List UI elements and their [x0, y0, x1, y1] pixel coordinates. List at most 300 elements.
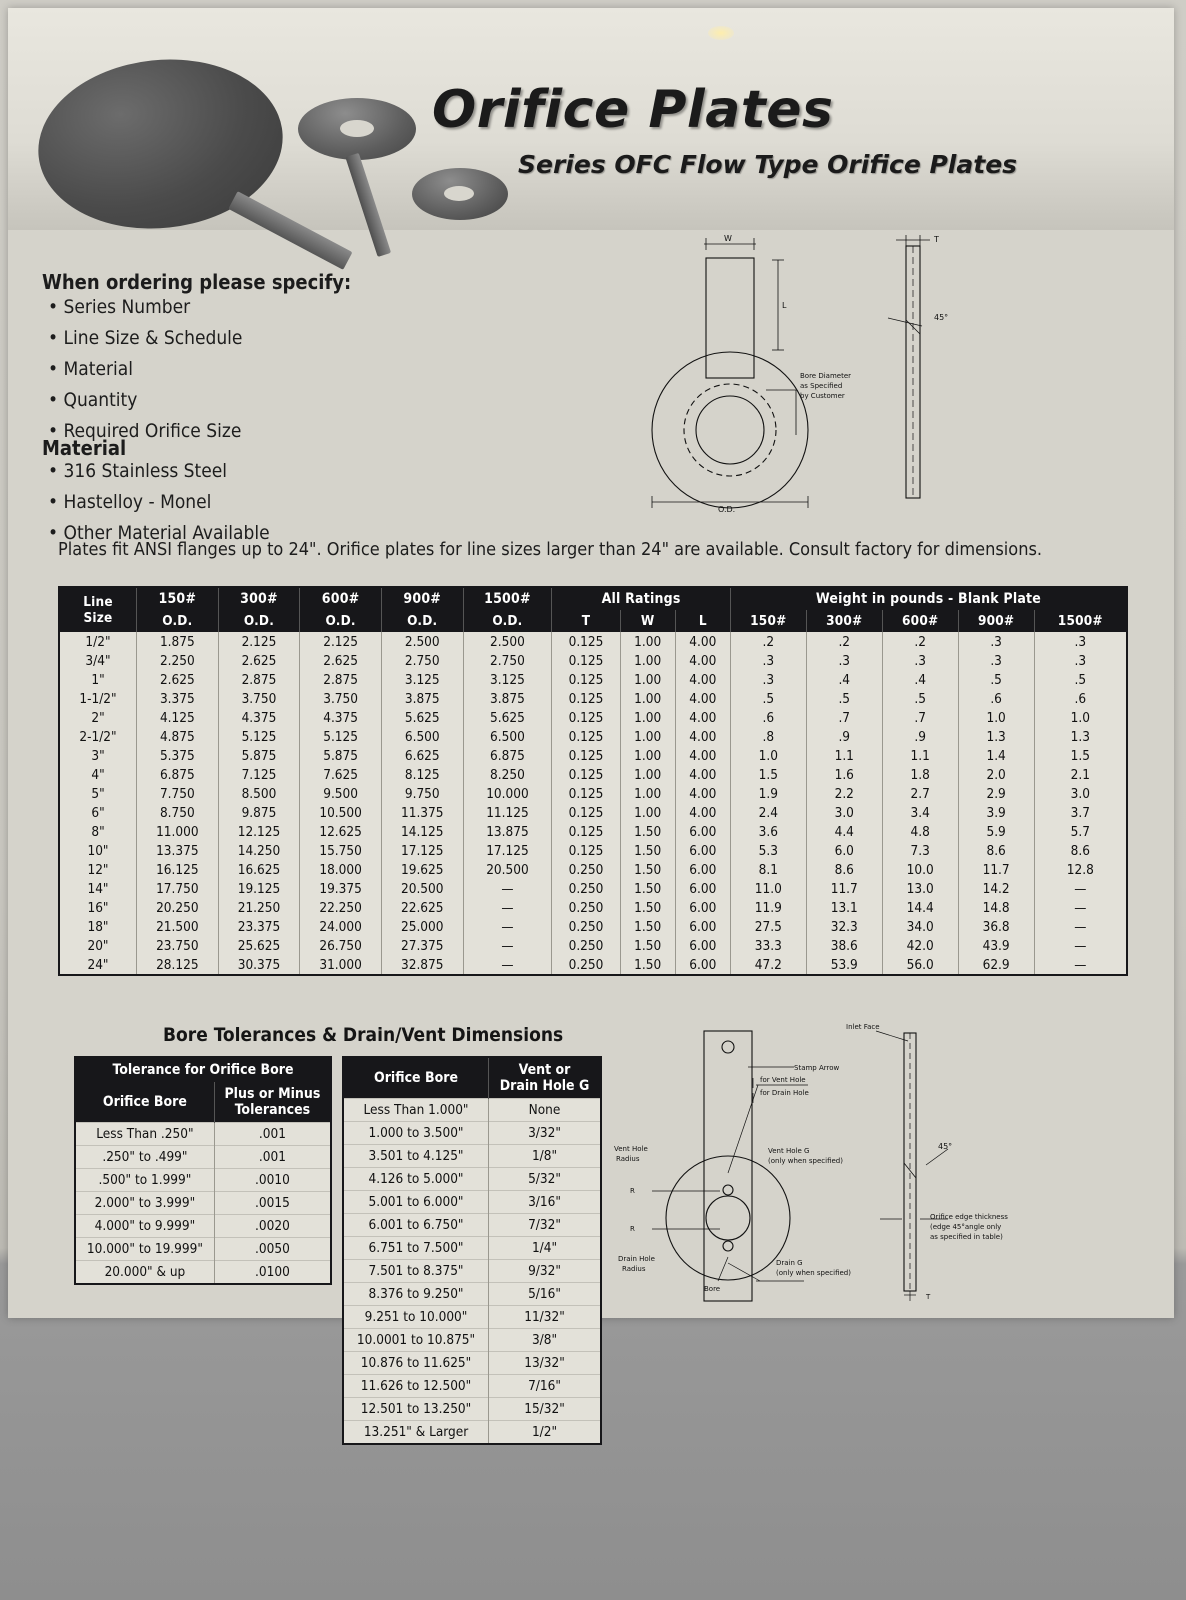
cell-r12-c3: 18.000 — [300, 860, 382, 879]
table-row — [59, 746, 1127, 765]
cell-r14-c4: 22.625 — [381, 898, 463, 917]
table-row — [343, 1352, 601, 1375]
cell-r7-c6: 0.125 — [552, 765, 620, 784]
material-item-0: • 316 Stainless Steel — [48, 460, 270, 482]
cell-r5-c1: 4.875 — [137, 727, 219, 746]
table-subheader-row — [59, 610, 1127, 632]
cell-r8-c8: 4.00 — [675, 784, 730, 803]
cell-r0-c3: 2.125 — [300, 632, 382, 651]
cell-r0-c9: .2 — [730, 632, 806, 651]
tolerance-table-title-row — [75, 1057, 331, 1082]
cell-r11-c0: 10" — [59, 841, 137, 860]
table-row — [59, 632, 1127, 651]
cell-r7-c9: 1.5 — [730, 765, 806, 784]
table-row — [343, 1306, 601, 1329]
cell-r15-c1: 21.500 — [137, 917, 219, 936]
cell-r11-c8: 6.00 — [675, 841, 730, 860]
vent-cell-r7-c1: 9/32" — [489, 1260, 601, 1283]
col-900-group: 900# — [381, 587, 463, 610]
cell-r9-c0: 6" — [59, 803, 137, 822]
cell-r4-c2: 4.375 — [218, 708, 300, 727]
vent-cell-r11-c1: 13/32" — [489, 1352, 601, 1375]
cell-r3-c7: 1.00 — [620, 689, 675, 708]
cell-r13-c12: 14.2 — [958, 879, 1034, 898]
cell-r7-c5: 8.250 — [463, 765, 552, 784]
label-for-vent-hole: for Vent Hole — [760, 1076, 806, 1084]
cell-r16-c1: 23.750 — [137, 936, 219, 955]
vent-cell-r6-c1: 1/4" — [489, 1237, 601, 1260]
cell-r15-c7: 1.50 — [620, 917, 675, 936]
cell-r3-c4: 3.875 — [381, 689, 463, 708]
cell-r0-c7: 1.00 — [620, 632, 675, 651]
table-row — [343, 1260, 601, 1283]
label-vent-hole-radius-2: Radius — [616, 1155, 640, 1163]
cell-r2-c2: 2.875 — [218, 670, 300, 689]
cell-r2-c10: .4 — [806, 670, 882, 689]
subheader-cell-12: 900# — [958, 610, 1034, 632]
cell-r15-c9: 27.5 — [730, 917, 806, 936]
subheader-cell-4: O.D. — [381, 610, 463, 632]
vent-cell-r5-c1: 7/32" — [489, 1214, 601, 1237]
cell-r0-c6: 0.125 — [552, 632, 620, 651]
table-row — [343, 1122, 601, 1145]
cell-r17-c13: — — [1034, 955, 1127, 975]
tolerance-cell-r0-c0: Less Than .250" — [75, 1123, 214, 1146]
catalog-sheet — [8, 8, 1174, 1440]
cell-r15-c2: 23.375 — [218, 917, 300, 936]
cell-r2-c12: .5 — [958, 670, 1034, 689]
cell-r2-c0: 1" — [59, 670, 137, 689]
cell-r13-c5: — — [463, 879, 552, 898]
cell-r2-c11: .4 — [882, 670, 958, 689]
cell-r12-c11: 10.0 — [882, 860, 958, 879]
cell-r16-c12: 43.9 — [958, 936, 1034, 955]
cell-r5-c10: .9 — [806, 727, 882, 746]
ordering-heading: When ordering please specify: — [42, 270, 352, 294]
col-150-group: 150# — [137, 587, 219, 610]
cell-r9-c9: 2.4 — [730, 803, 806, 822]
cell-r3-c5: 3.875 — [463, 689, 552, 708]
label-l: L — [782, 301, 787, 310]
dimension-table-body — [59, 632, 1127, 975]
subheader-cell-3: O.D. — [300, 610, 382, 632]
cell-r9-c3: 10.500 — [300, 803, 382, 822]
cell-r1-c2: 2.625 — [218, 651, 300, 670]
vent-cell-r4-c1: 3/16" — [489, 1191, 601, 1214]
vent-cell-r5-c0: 6.001 to 6.750" — [343, 1214, 489, 1237]
cell-r11-c6: 0.125 — [552, 841, 620, 860]
cell-r17-c6: 0.250 — [552, 955, 620, 975]
cell-r16-c7: 1.50 — [620, 936, 675, 955]
vent-cell-r9-c1: 11/32" — [489, 1306, 601, 1329]
cell-r13-c2: 19.125 — [218, 879, 300, 898]
cell-r11-c2: 14.250 — [218, 841, 300, 860]
tolerance-header-1-line-0: Plus or Minus — [224, 1086, 321, 1102]
tolerance-header-1-line-1: Tolerances — [234, 1102, 311, 1118]
cell-r14-c3: 22.250 — [300, 898, 382, 917]
ordering-list — [48, 296, 242, 451]
vent-cell-r8-c0: 8.376 to 9.250" — [343, 1283, 489, 1306]
label-bore-note-1: Bore Diameter — [800, 372, 852, 380]
cell-r10-c1: 11.000 — [137, 822, 219, 841]
tolerance-cell-r3-c0: 2.000" to 3.999" — [75, 1192, 214, 1215]
vent-header-0-line-0: Orifice Bore — [374, 1070, 458, 1086]
cell-r13-c13: — — [1034, 879, 1127, 898]
table-row — [343, 1421, 601, 1445]
flange-note: Plates fit ANSI flanges up to 24". Orifice plates for line sizes larger than 24" are available. Consult factory for dimensions. — [58, 539, 1043, 560]
cell-r10-c4: 14.125 — [381, 822, 463, 841]
cell-r3-c8: 4.00 — [675, 689, 730, 708]
cell-r7-c7: 1.00 — [620, 765, 675, 784]
cell-r6-c10: 1.1 — [806, 746, 882, 765]
cell-r4-c9: .6 — [730, 708, 806, 727]
label-stamp-arrow: Stamp Arrow — [794, 1064, 840, 1072]
cell-r4-c1: 4.125 — [137, 708, 219, 727]
cell-r10-c0: 8" — [59, 822, 137, 841]
orifice-plate-bore-small — [444, 186, 474, 201]
table-row — [59, 936, 1127, 955]
cell-r10-c7: 1.50 — [620, 822, 675, 841]
vent-cell-r10-c0: 10.0001 to 10.875" — [343, 1329, 489, 1352]
cell-r0-c1: 1.875 — [137, 632, 219, 651]
cell-r10-c8: 6.00 — [675, 822, 730, 841]
cell-r4-c4: 5.625 — [381, 708, 463, 727]
ordering-item-3: • Quantity — [48, 389, 242, 411]
cell-r12-c2: 16.625 — [218, 860, 300, 879]
cell-r1-c6: 0.125 — [552, 651, 620, 670]
cell-r11-c11: 7.3 — [882, 841, 958, 860]
table-row — [59, 727, 1127, 746]
cell-r12-c5: 20.500 — [463, 860, 552, 879]
cell-r14-c1: 20.250 — [137, 898, 219, 917]
cell-r7-c4: 8.125 — [381, 765, 463, 784]
cell-r4-c6: 0.125 — [552, 708, 620, 727]
cell-r9-c2: 9.875 — [218, 803, 300, 822]
cell-r0-c5: 2.500 — [463, 632, 552, 651]
orifice-plate-dimension-diagram — [638, 230, 1168, 530]
cell-r15-c13: — — [1034, 917, 1127, 936]
label-bore-note-3: by Customer — [800, 392, 845, 400]
cell-r13-c4: 20.500 — [381, 879, 463, 898]
vent-cell-r3-c0: 4.126 to 5.000" — [343, 1168, 489, 1191]
cell-r8-c3: 9.500 — [300, 784, 382, 803]
cell-r0-c8: 4.00 — [675, 632, 730, 651]
cell-r8-c0: 5" — [59, 784, 137, 803]
label-vent-hole-radius-1: Vent Hole — [614, 1145, 648, 1153]
cell-r8-c9: 1.9 — [730, 784, 806, 803]
cell-r6-c8: 4.00 — [675, 746, 730, 765]
cell-r4-c8: 4.00 — [675, 708, 730, 727]
subheader-cell-8: L — [675, 610, 730, 632]
tolerance-cell-r5-c1: .0050 — [214, 1238, 331, 1261]
cell-r17-c12: 62.9 — [958, 955, 1034, 975]
table-row — [343, 1375, 601, 1398]
cell-r6-c0: 3" — [59, 746, 137, 765]
subheader-cell-10: 300# — [806, 610, 882, 632]
ordering-item-2: • Material — [48, 358, 242, 380]
cell-r2-c9: .3 — [730, 670, 806, 689]
vent-cell-r12-c0: 11.626 to 12.500" — [343, 1375, 489, 1398]
cell-r9-c6: 0.125 — [552, 803, 620, 822]
cell-r4-c12: 1.0 — [958, 708, 1034, 727]
cell-r7-c13: 2.1 — [1034, 765, 1127, 784]
cell-r15-c0: 18" — [59, 917, 137, 936]
cell-r2-c6: 0.125 — [552, 670, 620, 689]
cell-r16-c2: 25.625 — [218, 936, 300, 955]
label-drain-g-2: (only when specified) — [776, 1269, 851, 1277]
vent-header-1 — [489, 1057, 601, 1099]
label-bore: Bore — [704, 1285, 721, 1293]
cell-r1-c9: .3 — [730, 651, 806, 670]
cell-r10-c11: 4.8 — [882, 822, 958, 841]
cell-r14-c13: — — [1034, 898, 1127, 917]
cell-r6-c2: 5.875 — [218, 746, 300, 765]
cell-r8-c5: 10.000 — [463, 784, 552, 803]
cell-r17-c7: 1.50 — [620, 955, 675, 975]
cell-r5-c6: 0.125 — [552, 727, 620, 746]
cell-r10-c5: 13.875 — [463, 822, 552, 841]
tolerance-cell-r1-c0: .250" to .499" — [75, 1146, 214, 1169]
cell-r5-c4: 6.500 — [381, 727, 463, 746]
cell-r9-c11: 3.4 — [882, 803, 958, 822]
cell-r7-c10: 1.6 — [806, 765, 882, 784]
cell-r11-c4: 17.125 — [381, 841, 463, 860]
cell-r13-c8: 6.00 — [675, 879, 730, 898]
vent-header-1-line-0: Vent or — [518, 1062, 571, 1078]
ordering-item-1: • Line Size & Schedule — [48, 327, 242, 349]
table-row — [59, 860, 1127, 879]
cell-r11-c5: 17.125 — [463, 841, 552, 860]
vent-cell-r0-c0: Less Than 1.000" — [343, 1099, 489, 1122]
cell-r3-c0: 1-1/2" — [59, 689, 137, 708]
cell-r1-c5: 2.750 — [463, 651, 552, 670]
cell-r10-c2: 12.125 — [218, 822, 300, 841]
tolerance-table-body — [75, 1123, 331, 1285]
cell-r2-c1: 2.625 — [137, 670, 219, 689]
tolerance-cell-r6-c0: 20.000" & up — [75, 1261, 214, 1285]
tolerance-table-container — [74, 1056, 332, 1285]
subheader-cell-11: 600# — [882, 610, 958, 632]
cell-r6-c11: 1.1 — [882, 746, 958, 765]
cell-r1-c8: 4.00 — [675, 651, 730, 670]
cell-r4-c10: .7 — [806, 708, 882, 727]
label-for-drain-hole: for Drain Hole — [760, 1089, 809, 1097]
page-subtitle: Series OFC Flow Type Orifice Plates — [518, 150, 1018, 179]
tolerance-cell-r0-c1: .001 — [214, 1123, 331, 1146]
cell-r15-c10: 32.3 — [806, 917, 882, 936]
table-row — [59, 898, 1127, 917]
cell-r3-c9: .5 — [730, 689, 806, 708]
cell-r16-c3: 26.750 — [300, 936, 382, 955]
col-300-group: 300# — [218, 587, 300, 610]
cell-r13-c6: 0.250 — [552, 879, 620, 898]
label-edge-note-3: as specified in table) — [930, 1233, 1003, 1241]
cell-r12-c12: 11.7 — [958, 860, 1034, 879]
table-row — [75, 1123, 331, 1146]
cell-r15-c6: 0.250 — [552, 917, 620, 936]
cell-r16-c11: 42.0 — [882, 936, 958, 955]
cell-r5-c5: 6.500 — [463, 727, 552, 746]
cell-r6-c13: 1.5 — [1034, 746, 1127, 765]
cell-r5-c11: .9 — [882, 727, 958, 746]
cell-r3-c2: 3.750 — [218, 689, 300, 708]
cell-r1-c7: 1.00 — [620, 651, 675, 670]
label-vent-hole-g-1: Vent Hole G — [768, 1147, 810, 1155]
cell-r13-c3: 19.375 — [300, 879, 382, 898]
cell-r5-c0: 2-1/2" — [59, 727, 137, 746]
dimension-table-container — [58, 586, 1128, 976]
cell-r1-c10: .3 — [806, 651, 882, 670]
col-all-ratings-group: All Ratings — [552, 587, 731, 610]
label-w: W — [724, 234, 732, 243]
cell-r12-c4: 19.625 — [381, 860, 463, 879]
cell-r15-c4: 25.000 — [381, 917, 463, 936]
label-t-bottom: T — [926, 1293, 931, 1301]
table-row — [343, 1214, 601, 1237]
cell-r3-c13: .6 — [1034, 689, 1127, 708]
cell-r6-c3: 5.875 — [300, 746, 382, 765]
cell-r1-c4: 2.750 — [381, 651, 463, 670]
ordering-item-4: • Required Orifice Size — [48, 420, 242, 442]
cell-r7-c11: 1.8 — [882, 765, 958, 784]
cell-r9-c5: 11.125 — [463, 803, 552, 822]
label-edge-note-1: Orifice edge thickness — [930, 1213, 1008, 1221]
cell-r11-c10: 6.0 — [806, 841, 882, 860]
cell-r17-c10: 53.9 — [806, 955, 882, 975]
cell-r17-c8: 6.00 — [675, 955, 730, 975]
table-row — [75, 1215, 331, 1238]
cell-r12-c6: 0.250 — [552, 860, 620, 879]
cell-r3-c12: .6 — [958, 689, 1034, 708]
cell-r14-c7: 1.50 — [620, 898, 675, 917]
cell-r10-c10: 4.4 — [806, 822, 882, 841]
lens-glare — [708, 26, 734, 40]
cell-r0-c4: 2.500 — [381, 632, 463, 651]
cell-r9-c7: 1.00 — [620, 803, 675, 822]
table-row — [343, 1168, 601, 1191]
table-row — [59, 708, 1127, 727]
cell-r1-c1: 2.250 — [137, 651, 219, 670]
cell-r16-c5: — — [463, 936, 552, 955]
subheader-cell-7: W — [620, 610, 675, 632]
cell-r6-c6: 0.125 — [552, 746, 620, 765]
table-row — [343, 1283, 601, 1306]
col-weight-group: Weight in pounds - Blank Plate — [730, 587, 1127, 610]
subheader-cell-5: O.D. — [463, 610, 552, 632]
cell-r13-c0: 14" — [59, 879, 137, 898]
vent-cell-r6-c0: 6.751 to 7.500" — [343, 1237, 489, 1260]
vent-header-1-line-1: Drain Hole G — [499, 1078, 590, 1094]
cell-r7-c1: 6.875 — [137, 765, 219, 784]
cell-r4-c3: 4.375 — [300, 708, 382, 727]
table-row — [75, 1146, 331, 1169]
table-row — [59, 879, 1127, 898]
cell-r7-c3: 7.625 — [300, 765, 382, 784]
table-row — [59, 917, 1127, 936]
cell-r14-c11: 14.4 — [882, 898, 958, 917]
cell-r12-c0: 12" — [59, 860, 137, 879]
table-row — [59, 651, 1127, 670]
cell-r17-c4: 32.875 — [381, 955, 463, 975]
table-row — [75, 1261, 331, 1285]
cell-r5-c13: 1.3 — [1034, 727, 1127, 746]
cell-r8-c13: 3.0 — [1034, 784, 1127, 803]
table-row — [59, 765, 1127, 784]
cell-r12-c8: 6.00 — [675, 860, 730, 879]
cell-r1-c12: .3 — [958, 651, 1034, 670]
tolerance-cell-r4-c1: .0020 — [214, 1215, 331, 1238]
material-heading: Material — [42, 436, 127, 460]
cell-r7-c12: 2.0 — [958, 765, 1034, 784]
cell-r0-c11: .2 — [882, 632, 958, 651]
subheader-cell-6: T — [552, 610, 620, 632]
cell-r6-c4: 6.625 — [381, 746, 463, 765]
cell-r8-c1: 7.750 — [137, 784, 219, 803]
cell-r15-c3: 24.000 — [300, 917, 382, 936]
material-item-2: • Other Material Available — [48, 522, 270, 544]
cell-r1-c3: 2.625 — [300, 651, 382, 670]
cell-r2-c4: 3.125 — [381, 670, 463, 689]
cell-r17-c5: — — [463, 955, 552, 975]
vent-drain-table — [342, 1056, 602, 1445]
cell-r5-c8: 4.00 — [675, 727, 730, 746]
label-vent-hole-g-2: (only when specified) — [768, 1157, 843, 1165]
label-drain-hole-radius-1: Drain Hole — [618, 1255, 655, 1263]
tolerance-header-1 — [214, 1082, 331, 1123]
cell-r17-c0: 24" — [59, 955, 137, 975]
cell-r5-c12: 1.3 — [958, 727, 1034, 746]
cell-r14-c2: 21.250 — [218, 898, 300, 917]
label-drain-hole-radius-2: Radius — [622, 1265, 646, 1273]
table-row — [343, 1237, 601, 1260]
label-45-bottom: 45° — [938, 1142, 953, 1151]
cell-r9-c4: 11.375 — [381, 803, 463, 822]
cell-r12-c9: 8.1 — [730, 860, 806, 879]
cell-r16-c6: 0.250 — [552, 936, 620, 955]
cell-r4-c11: .7 — [882, 708, 958, 727]
vent-table-body — [343, 1099, 601, 1445]
col-600-group: 600# — [300, 587, 382, 610]
vent-cell-r3-c1: 5/32" — [489, 1168, 601, 1191]
table-row — [59, 689, 1127, 708]
cell-r13-c11: 13.0 — [882, 879, 958, 898]
table-row — [343, 1191, 601, 1214]
label-drain-g-1: Drain G — [776, 1259, 803, 1267]
cell-r8-c11: 2.7 — [882, 784, 958, 803]
cell-r12-c7: 1.50 — [620, 860, 675, 879]
cell-r5-c2: 5.125 — [218, 727, 300, 746]
cell-r16-c13: — — [1034, 936, 1127, 955]
label-od: O.D. — [718, 505, 736, 514]
cell-r13-c10: 11.7 — [806, 879, 882, 898]
tolerance-header-0-line-0: Orifice Bore — [102, 1094, 187, 1110]
col-line-size — [59, 587, 137, 632]
table-row — [343, 1398, 601, 1421]
cell-r14-c12: 14.8 — [958, 898, 1034, 917]
table-row — [75, 1192, 331, 1215]
vent-cell-r8-c1: 5/16" — [489, 1283, 601, 1306]
cell-r5-c7: 1.00 — [620, 727, 675, 746]
cell-r13-c7: 1.50 — [620, 879, 675, 898]
cell-r15-c5: — — [463, 917, 552, 936]
cell-r17-c2: 30.375 — [218, 955, 300, 975]
cell-r12-c13: 12.8 — [1034, 860, 1127, 879]
table-group-header-row — [59, 587, 1127, 610]
cell-r5-c9: .8 — [730, 727, 806, 746]
cell-r13-c1: 17.750 — [137, 879, 219, 898]
cell-r8-c2: 8.500 — [218, 784, 300, 803]
cell-r14-c5: — — [463, 898, 552, 917]
